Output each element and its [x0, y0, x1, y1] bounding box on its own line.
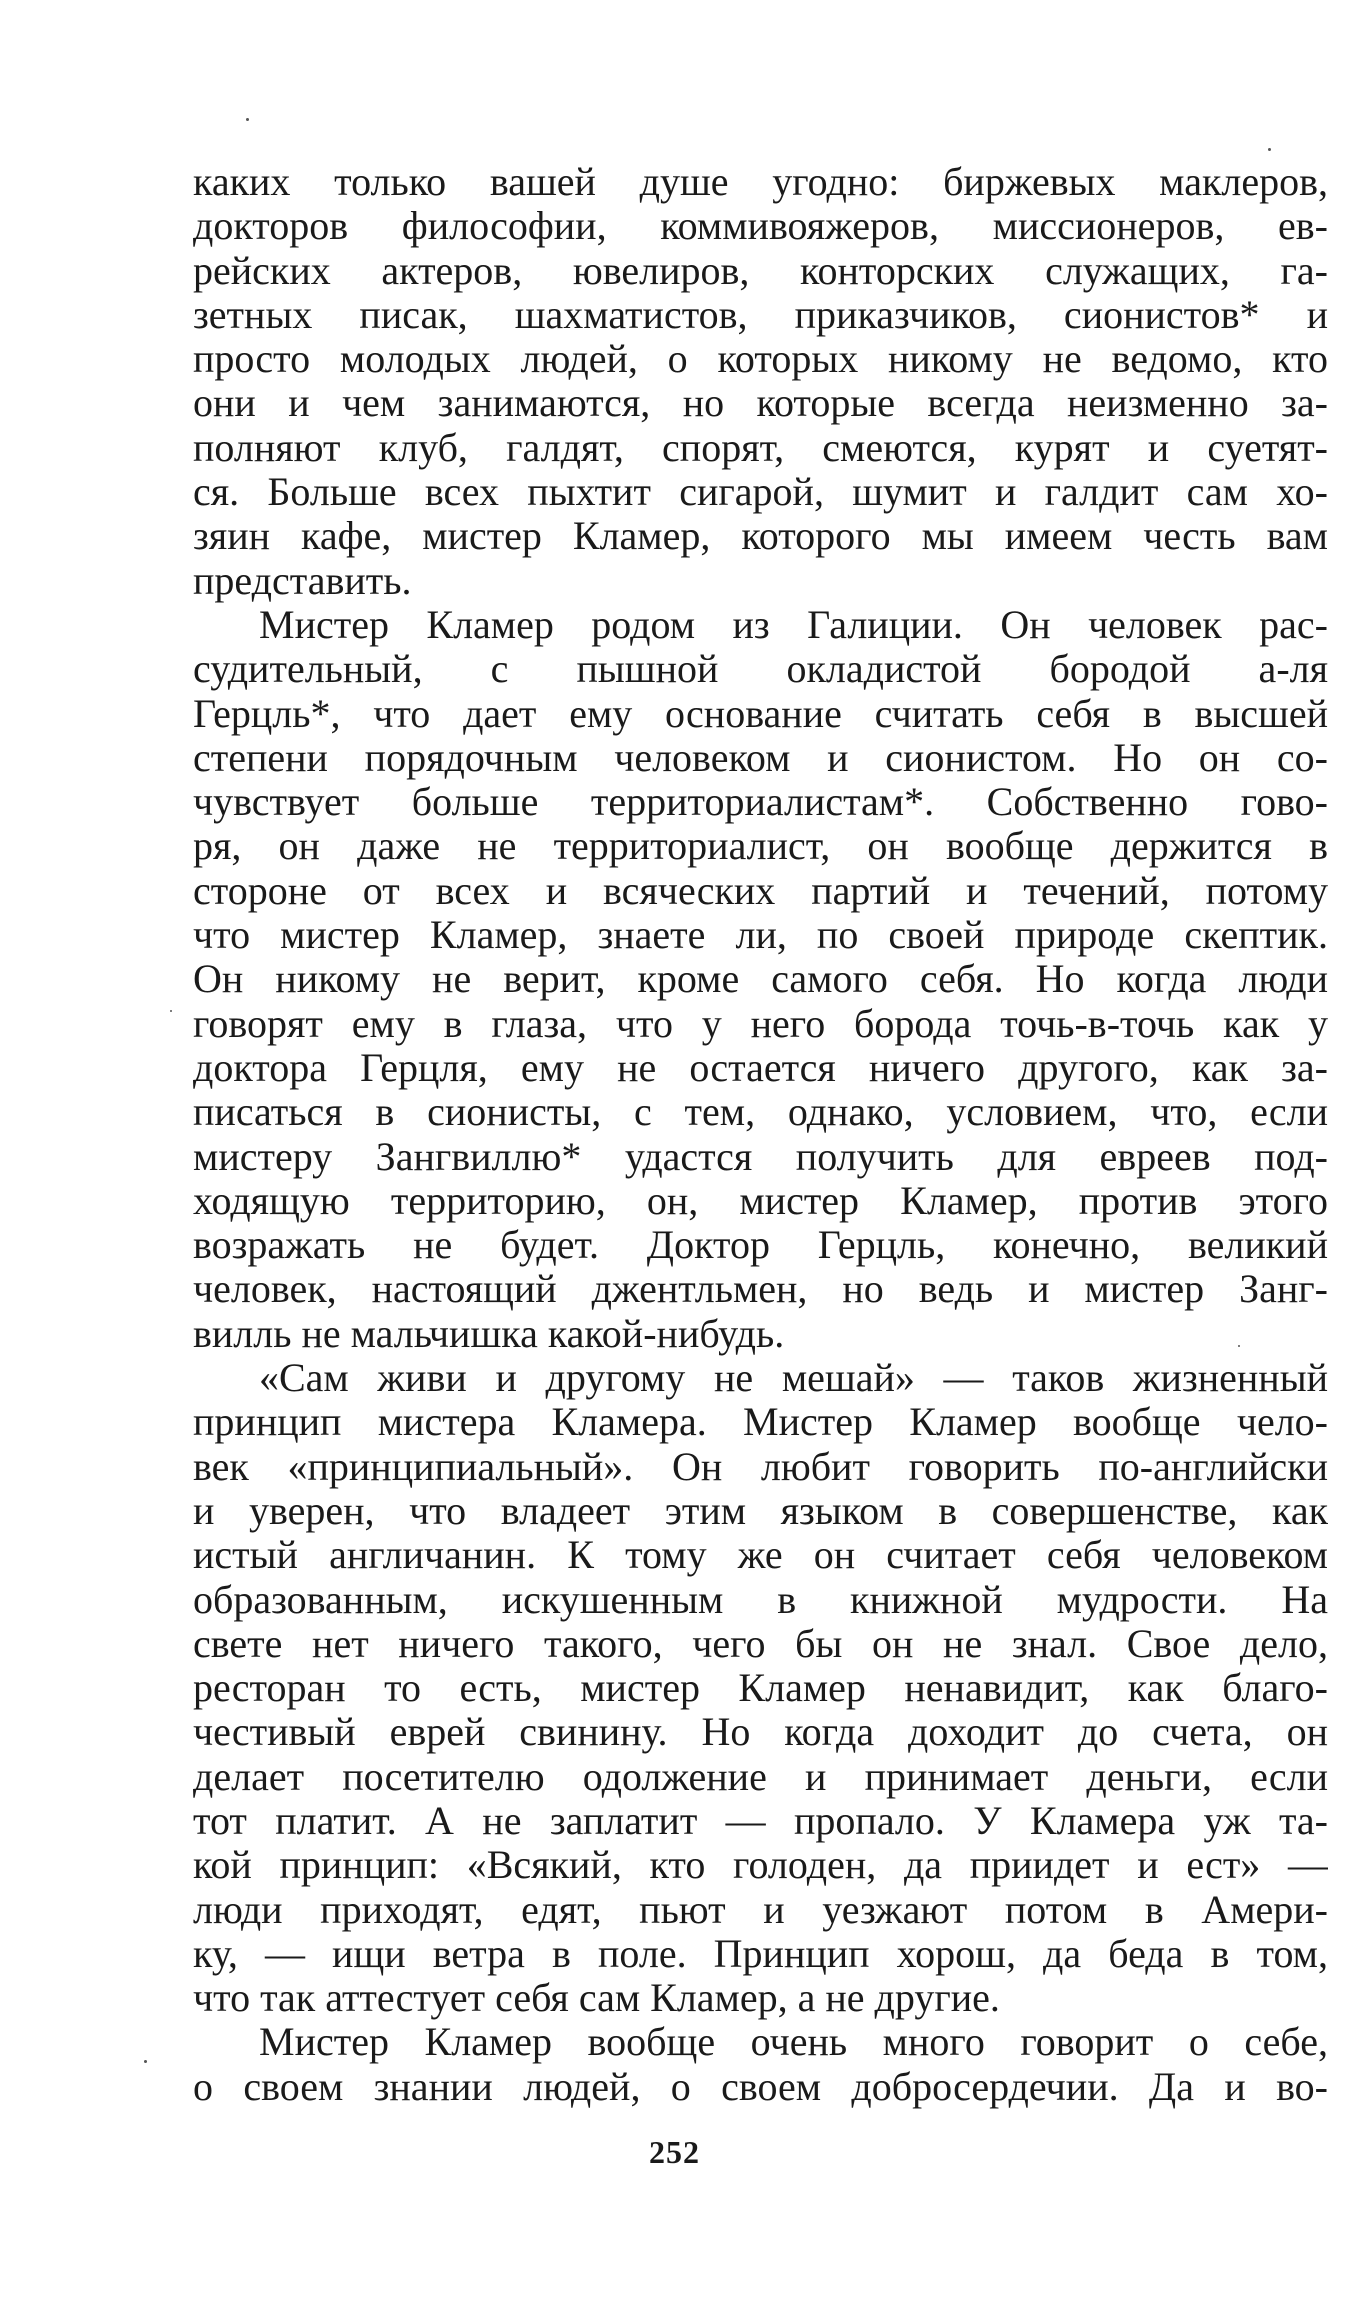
- text-line: доктора Герцля, ему не остается ничего другого, как за-: [193, 1045, 1328, 1090]
- text-line: ресторан то есть, мистер Кламер ненавидит, как благо-: [193, 1666, 1328, 1711]
- page-number: 252: [649, 2134, 700, 2170]
- scan-speck: [144, 2060, 147, 2063]
- text-line: ся. Больше всех пыхтит сигарой, шумит и галдит сам хо-: [193, 470, 1328, 515]
- text-line: судительный, с пышной окладистой бородой а-ля: [193, 647, 1328, 692]
- text-line: полняют клуб, галдят, спорят, смеются, курят и суетят-: [193, 425, 1328, 470]
- text-line: человек, настоящий джентльмен, но ведь и мистер Занг-: [193, 1267, 1328, 1312]
- text-line: мистеру Зангвиллю* удастся получить для евреев под-: [193, 1134, 1328, 1179]
- text-line: люди приходят, едят, пьют и уезжают потом в Амери-: [193, 1887, 1328, 1932]
- text-line: что мистер Кламер, знаете ли, по своей природе скептик.: [193, 913, 1328, 958]
- text-line: ходящую территорию, он, мистер Кламер, против этого: [193, 1178, 1328, 1223]
- text-line: просто молодых людей, о которых никому не ведомо, кто: [193, 337, 1328, 382]
- text-line: стороне от всех и всяческих партий и течений, потому: [193, 868, 1328, 913]
- text-line: чувствует больше территориалистам*. Собственно гово-: [193, 780, 1328, 825]
- text-line: век «принципиальный». Он любит говорить по-английски: [193, 1444, 1328, 1489]
- text-line: и уверен, что владеет этим языком в совершенстве, как: [193, 1488, 1328, 1533]
- text-line: каких только вашей душе угодно: биржевых маклеров,: [193, 160, 1328, 204]
- text-line: ку, — ищи ветра в поле. Принцип хорош, да беда в том,: [193, 1931, 1328, 1976]
- text-line: писаться в сионисты, с тем, однако, условием, что, если: [193, 1090, 1328, 1135]
- text-line: кой принцип: «Всякий, кто голоден, да приидет и ест» —: [193, 1843, 1328, 1888]
- text-line: докторов философии, коммивояжеров, миссионеров, ев-: [193, 204, 1328, 249]
- text-line: свете нет ничего такого, чего бы он не знал. Свое дело,: [193, 1621, 1328, 1666]
- text-line: Мистер Кламер вообще очень много говорит о себе,: [259, 2020, 1328, 2065]
- text-line: вилль не мальчишка какой-нибудь.: [193, 1311, 785, 1356]
- text-line: ря, он даже не территориалист, он вообще держится в: [193, 824, 1328, 869]
- text-line: зяин кафе, мистер Кламер, которого мы имеем честь вам: [193, 514, 1328, 559]
- text-line: говорят ему в глаза, что у него борода точь-в-точь как у: [193, 1001, 1328, 1046]
- text-line: рейских актеров, ювелиров, конторских служащих, га-: [193, 248, 1328, 293]
- text-line: что так аттестует себя сам Кламер, а не другие.: [193, 1976, 1000, 2021]
- scan-speck: [1238, 1345, 1240, 1347]
- scan-speck: [246, 118, 249, 121]
- text-line: возражать не будет. Доктор Герцль, конечно, великий: [193, 1223, 1328, 1268]
- text-line: Он никому не верит, кроме самого себя. Но когда люди: [193, 957, 1328, 1002]
- body-text: [193, 160, 1328, 2109]
- text-line: тот платит. А не заплатит — пропало. У Кламера уж та-: [193, 1798, 1328, 1843]
- text-line: степени порядочным человеком и сионистом. Но он со-: [193, 735, 1328, 780]
- text-line: образованным, искушенным в книжной мудрости. На: [193, 1577, 1328, 1622]
- text-line: представить.: [193, 558, 412, 603]
- text-line: о своем знании людей, о своем добросердечии. Да и во-: [193, 2064, 1328, 2109]
- scan-speck: [1268, 148, 1271, 151]
- text-line: истый англичанин. К тому же он считает себя человеком: [193, 1533, 1328, 1578]
- text-line: Герцль*, что дает ему основание считать себя в высшей: [193, 691, 1328, 736]
- scan-speck: [170, 1010, 172, 1012]
- text-line: они и чем занимаются, но которые всегда неизменно за-: [193, 381, 1328, 426]
- text-line: «Сам живи и другому не мешай» — таков жизненный: [259, 1356, 1328, 1401]
- text-line: принцип мистера Кламера. Мистер Кламер вообще чело-: [193, 1400, 1328, 1445]
- text-line: Мистер Кламер родом из Галиции. Он человек рас-: [259, 602, 1328, 647]
- text-line: делает посетителю одолжение и принимает деньги, если: [193, 1754, 1328, 1799]
- text-line: зетных писак, шахматистов, приказчиков, сионистов* и: [193, 292, 1328, 337]
- text-line: честивый еврей свинину. Но когда доходит до счета, он: [193, 1710, 1328, 1755]
